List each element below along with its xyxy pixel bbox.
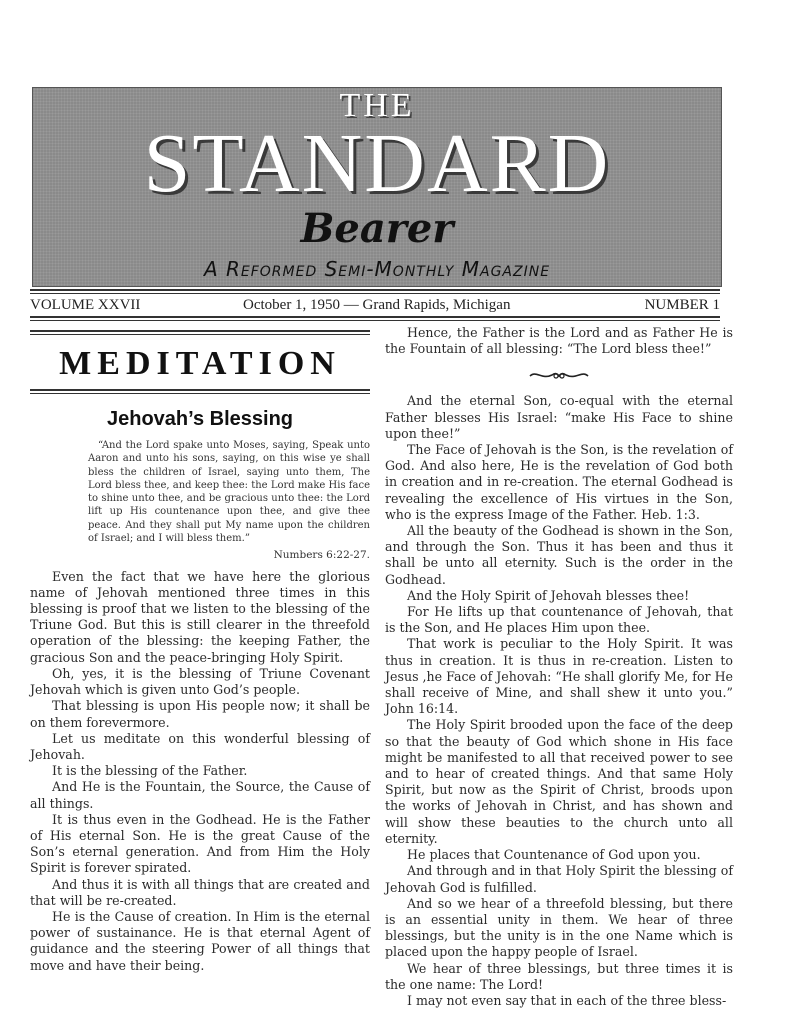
paragraph: That blessing is upon His people now; it shall be on them forevermore. (30, 698, 370, 730)
right-column (385, 325, 733, 1009)
masthead-banner (32, 87, 722, 287)
masthead-rule-bottom (30, 316, 720, 321)
masthead-tagline: A Reformed Semi-Monthly Magazine (203, 257, 551, 281)
paragraph: He places that Countenance of God upon you. (407, 847, 701, 863)
date-place-label: October 1, 1950 — Grand Rapids, Michigan (243, 297, 511, 313)
issue-number-label: NUMBER 1 (644, 297, 720, 313)
masthead-bearer-script: Bearer (300, 205, 454, 252)
paragraph: And through and in that Holy Spirit the blessing of Jehovah God is fulfilled. (385, 863, 733, 895)
right-body-text (385, 393, 733, 1009)
paragraph: Let us meditate on this wonderful blessing of Jehovah. (30, 730, 370, 762)
paragraph: Even the fact that we have here the glorious name of Jehovah mentioned three times in this blessing is proof that we listen to the blessing of the Triune God. But this is still clearer in the threefold operation of the blessing: the keeping Father, the gracious Son and the peace-bringing Holy Spirit. (30, 568, 370, 665)
scripture-quote (88, 439, 370, 563)
right-body-text-top (385, 325, 733, 357)
paragraph: Hence, the Father is the Lord and as Father He is the Fountain of all blessing: “The Lord bless thee!” (385, 325, 733, 357)
paragraph: And thus it is with all things that are created and that will be re-created. (30, 876, 370, 908)
paragraph: He is the Cause of creation. In Him is the eternal power of sustainance. He is that eternal Agent of guidance and the steering Power of all things that move and have their being. (30, 908, 370, 973)
paragraph: That work is peculiar to the Holy Spirit. It was thus in creation. It is thus in re-creation. Listen to Jesus ,he Face of Jehovah: “He shall glorify Me, for He shall receive of Mine, and shall shew it unto you.” John 16:14. (385, 636, 734, 717)
section-rule-bottom (30, 389, 370, 394)
issue-info-bar (30, 297, 720, 315)
section-title: MEDITATION (59, 345, 341, 382)
volume-label: VOLUME XXVII (30, 297, 141, 313)
paragraph: The Holy Spirit brooded upon the face of the deep so that the beauty of God which shone in His face might be manifested to all that received power to see and to hear of created things. And that same Holy Spirit, but now as the Spirit of Christ, broods upon the works of Jehovah in Christ, and has shown and will show these beauties to the church unto all eternity. (385, 717, 733, 846)
left-body-text (30, 569, 370, 974)
paragraph: Oh, yes, it is the blessing of Triune Covenant Jehovah which is given unto God’s people. (30, 665, 370, 698)
article-title: Jehovah’s Blessing (107, 408, 293, 430)
paragraph: The Face of Jehovah is the Son, is the revelation of God. And also here, He is the revelation of God both in creation and in re-creation. The eternal Godhead is revealing the excellence of His virtues in the Son, who is the express Image of the Father. Heb. 1:3. (385, 442, 733, 522)
paragraph: We hear of three blessings, but three times it is the one name: The Lord! (385, 960, 733, 992)
paragraph: All the beauty of the Godhead is shown in the Son, and through the Son. Thus it has been and thus it shall be unto all eternity. Such is the order in the Godhead. (385, 523, 733, 587)
paragraph: It is the blessing of the Father. (52, 763, 248, 779)
paragraph: I may not even say that in each of the three bless- (407, 992, 727, 1008)
left-column (30, 330, 370, 974)
paragraph: And the eternal Son, co-equal with the eternal Father blesses His Israel: “make His Face to shine upon thee!” (385, 393, 733, 441)
paragraph: And He is the Fountain, the Source, the Cause of all things. (30, 779, 370, 811)
paragraph: For He lifts up that countenance of Jehovah, that is the Son, and He places Him upon thee. (385, 604, 733, 636)
paragraph: And so we hear of a threefold blessing, but there is an essential unity in them. We hear of three blessings, but the unity is in the one Name which is placed upon the happy people of Israel. (385, 895, 733, 960)
masthead-rule-top (30, 289, 720, 294)
masthead-standard: STANDARD (143, 117, 611, 210)
scripture-text: “And the Lord spake unto Moses, saying, Speak unto Aaron and unto his sons, saying, on this wise ye shall bless the children of Israel, saying unto them, The Lord bless thee, and keep thee: the Lord make His face to shine unto thee, and be gracious unto thee: the Lord lift up His countenance upon thee, and give thee peace. And they shall put My name upon the children of Israel; and I will bless them.” (88, 440, 370, 545)
masthead-the: THE (339, 87, 415, 124)
paragraph: And the Holy Spirit of Jehovah blesses thee! (407, 587, 690, 603)
flourish-ornament-icon (385, 367, 733, 381)
scripture-reference: Numbers 6:22-27. (273, 549, 370, 562)
paragraph: It is thus even in the Godhead. He is the Father of His eternal Son. He is the great Cause of the Son’s eternal generation. And from Him the Holy Spirit is forever spirated. (30, 811, 370, 876)
section-rule-top (30, 330, 370, 335)
